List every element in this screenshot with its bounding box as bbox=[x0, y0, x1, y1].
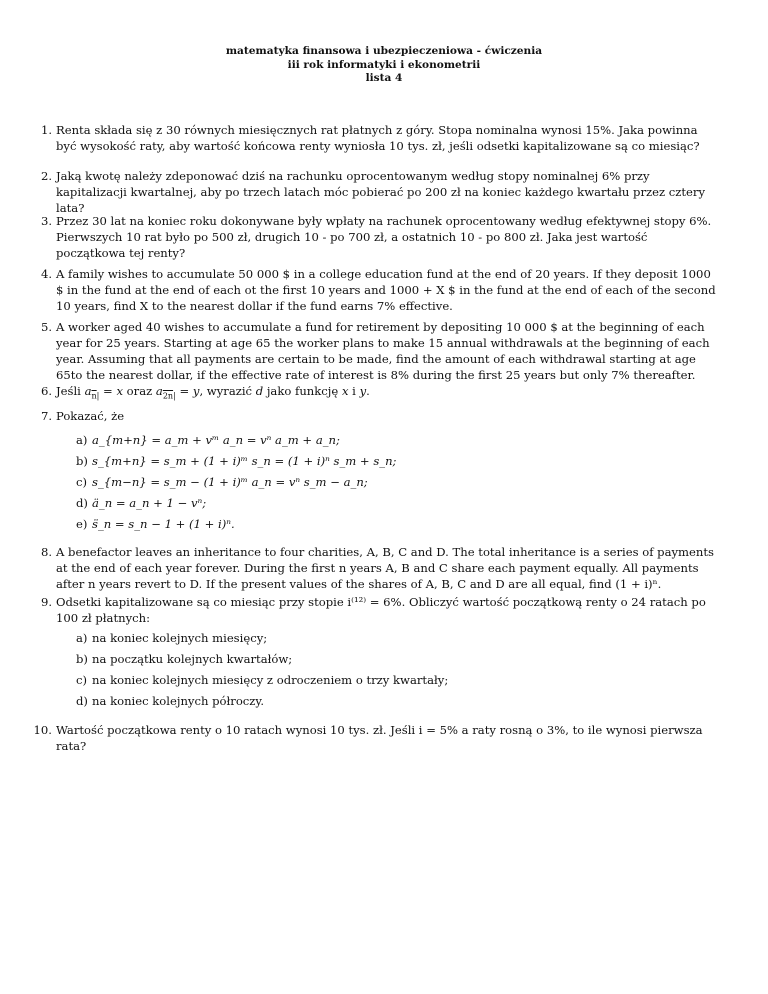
problem-text: Pokazać, że bbox=[56, 409, 125, 423]
problem-3 bbox=[40, 213, 716, 261]
problem-number: 6. bbox=[40, 384, 52, 398]
problem-7-item-b: b) s_{m+n} = s_m + (1 + i)ᵐ s_n = (1 + i)ⁿ s_m + s_n; bbox=[76, 454, 397, 468]
problem-1 bbox=[40, 122, 716, 154]
problem-4 bbox=[40, 266, 716, 314]
problem-text: Przez 30 lat na koniec roku dokonywane były wpłaty na rachunek oprocentowany według efektywnej stopy 6%. Pierwszych 10 rat było po 500 zł, drugich 10 - po 700 zł, a ostatnich 10 - po 800 zł. Jaka jest wartość początkowa tej renty? bbox=[56, 214, 712, 260]
problem-2 bbox=[40, 168, 716, 216]
problem-7-item-e: e) s̈_n = s_n − 1 + (1 + i)ⁿ. bbox=[76, 517, 235, 531]
problem-number: 2. bbox=[40, 169, 52, 183]
problem-5 bbox=[40, 319, 716, 383]
problem-text: A benefactor leaves an inheritance to four charities, A, B, C and D. The total inheritance is a series of payments at the end of each year forever. During the first n years A, B and C share each payment equally. All payments after n years revert to D. If the present values of the shares of A, B, C and D are all equal, find (1 + i)ⁿ. bbox=[56, 545, 714, 591]
problem-text: Jeśli $a_{\overline{n}|} = x$ oraz $a_{2n|} = y$, wyrazić d jako funkcję x i y. bbox=[56, 384, 370, 401]
header-program: iii rok informatyki i ekonometrii bbox=[287, 58, 481, 71]
problem-text: Jaką kwotę należy zdeponować dziś na rachunku oprocentowanym według stopy nominalnej 6% przy kapitalizacji kwartalnej, aby po trzech latach móc pobierać po 200 zł na koniec każdego kwartału przez cztery lata? bbox=[56, 169, 705, 215]
problem-number: 1. bbox=[40, 123, 52, 137]
problem-9-item-d: d) na koniec kolejnych półroczy. bbox=[76, 694, 265, 708]
problem-text: A worker aged 40 wishes to accumulate a fund for retirement by depositing 10 000 $ at the beginning of each year for 25 years. Starting at age 65 the worker plans to make 15 annual withdrawals at the beginning of each year. Assuming that all payments are certain to be made, find the amount of each withdrawal starting at age 65to the nearest dollar, if the effective rate of interest is 8% during the first 25 years but only 7% thereafter. bbox=[56, 320, 710, 382]
problem-text: Odsetki kapitalizowane są co miesiąc przy stopie i⁽¹²⁾ = 6%. Obliczyć wartość początkową renty o 24 ratach po 100 zł płatnych: bbox=[56, 595, 706, 625]
problem-number: 9. bbox=[40, 595, 52, 609]
problem-7-item-d: d) ä_n = a_n + 1 − vⁿ; bbox=[76, 496, 207, 510]
problem-number: 3. bbox=[40, 214, 52, 228]
problem-9-item-a: a) na koniec kolejnych miesięcy; bbox=[76, 631, 268, 645]
problem-number: 7. bbox=[40, 409, 52, 423]
problem-7-item-c: c) s_{m−n} = s_m − (1 + i)ᵐ a_n = vⁿ s_m − a_n; bbox=[76, 475, 368, 489]
problem-text: A family wishes to accumulate 50 000 $ in a college education fund at the end of 20 years. If they deposit 1000 $ in the fund at the end of each ot the first 10 years and 1000 + X $ in the fund at the end of each of the second 10 years, find X to the nearest dollar if the fund earns 7% effective. bbox=[56, 267, 716, 313]
problem-9-item-b: b) na początku kolejnych kwartałów; bbox=[76, 652, 293, 666]
problem-8 bbox=[40, 544, 716, 592]
problem-6 bbox=[40, 383, 716, 404]
problem-text: Wartość początkowa renty o 10 ratach wynosi 10 tys. zł. Jeśli i = 5% a raty rosną o 3%, to ile wynosi pierwsza rata? bbox=[56, 723, 703, 753]
problem-number: 10. bbox=[33, 723, 52, 737]
problem-number: 4. bbox=[40, 267, 52, 281]
problem-9-item-c: c) na koniec kolejnych miesięcy z odroczeniem o trzy kwartały; bbox=[76, 673, 449, 687]
header-course-title: matematyka finansowa i ubezpieczeniowa - ćwiczenia bbox=[225, 45, 543, 57]
problem-7-item-a: a) a_{m+n} = a_m + vᵐ a_n = vⁿ a_m + a_n; bbox=[76, 433, 340, 447]
problem-number: 8. bbox=[40, 545, 52, 559]
problem-7 bbox=[40, 408, 716, 424]
header-list-number: lista 4 bbox=[365, 72, 403, 84]
problem-9 bbox=[40, 594, 716, 626]
problem-text: Renta składa się z 30 równych miesięcznych rat płatnych z góry. Stopa nominalna wynosi 15%. Jaka powinna być wysokość raty, aby wartość końcowa renty wyniosła 10 tys. zł, jeśli odsetki kapitalizowane są co miesiąc? bbox=[56, 123, 700, 153]
problem-10 bbox=[33, 722, 716, 754]
document-header bbox=[0, 45, 768, 86]
problem-number: 5. bbox=[40, 320, 52, 334]
